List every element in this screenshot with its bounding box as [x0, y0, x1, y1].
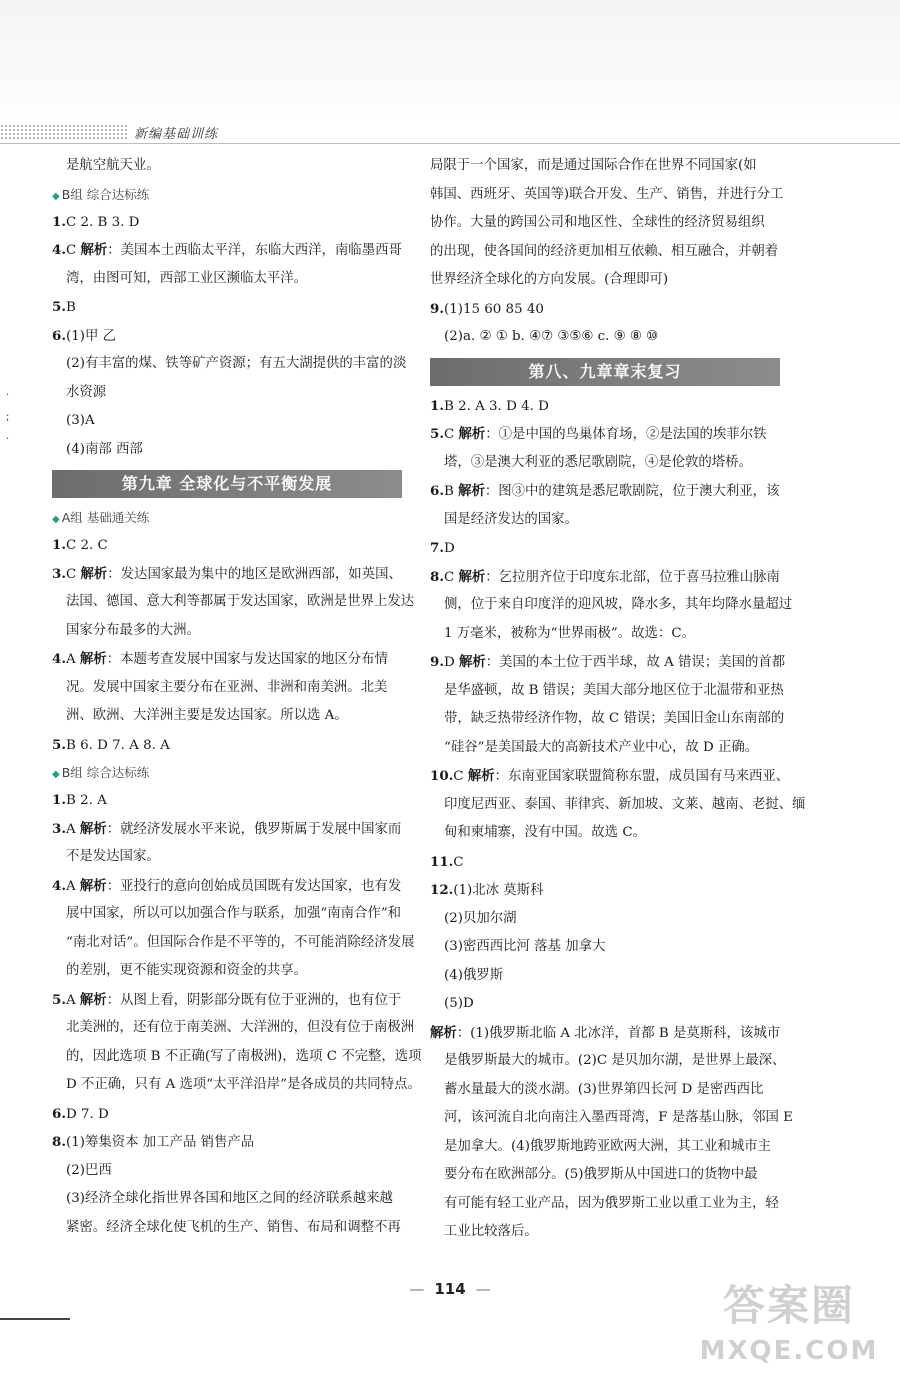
answer-line	[430, 762, 790, 791]
analysis-label: 解析	[458, 568, 486, 585]
header-dot-pattern	[0, 124, 128, 140]
answer-line	[52, 786, 412, 815]
text-line: 是加拿大。(4)俄罗斯地跨亚欧两大洲，其工业和城市主	[444, 1138, 771, 1154]
diamond-icon: ◆	[52, 769, 60, 780]
analysis-text: ：图③中的建筑是悉尼歌剧院，位于澳大利亚，该	[484, 484, 780, 499]
analysis-label: 解析	[79, 820, 107, 837]
text-line: 的，因此选项 B 不正确(写了南极洲)，选项 C 不完整，选项	[66, 1048, 422, 1064]
analysis-label: 解析	[80, 565, 108, 582]
answer-text: (1)筹集资本 加工产品 销售产品	[65, 1135, 255, 1150]
answer-text: (1)北冰 莫斯科	[453, 883, 544, 898]
analysis-label: 解析	[79, 877, 107, 894]
text-line: 局限于一个国家，而是通过国际合作在世界不同国家(如	[430, 158, 757, 173]
question-number: 1.	[52, 537, 66, 553]
answer-line	[52, 872, 412, 901]
answer-line	[52, 293, 412, 322]
question-number: 5.	[52, 991, 66, 1008]
answer-line	[430, 420, 790, 449]
text-line: 韩国、西班牙、英国等)联合开发、生产、销售，并进行分工	[430, 186, 784, 202]
text-line: (5)D	[444, 996, 474, 1011]
answer-line	[430, 848, 790, 877]
question-number: 5.	[430, 426, 444, 442]
text-line: “硅谷”是美国最大的高新技术产业中心，故 D 正确。	[444, 739, 759, 755]
question-number: 9.	[430, 300, 444, 317]
answer-text: A	[65, 821, 80, 837]
answer-line	[52, 731, 412, 760]
page-number: 114	[434, 1280, 466, 1298]
answer-line	[430, 534, 790, 563]
text-line: “南北对话”。但国际合作是不平等的，不可能消除经济发展	[66, 934, 415, 950]
question-number: 6.	[52, 1105, 66, 1122]
text-line: (3)密西西比河 落基 加拿大	[444, 939, 606, 954]
right-column	[430, 152, 806, 1247]
text-line: 法国、德国、意大利等都属于发达国家，欧洲是世界上发达	[66, 594, 415, 609]
text-line: 带，缺乏热带经济作物，故 C 错误；美国旧金山东南部的	[444, 711, 785, 726]
text-line: 的差别，更不能实现资源和资金的共享。	[66, 963, 308, 978]
answer-text: C 2. C	[65, 538, 108, 553]
answer-line	[430, 295, 790, 324]
analysis-text: ：美国本土西临太平洋，东临大西洋，南临墨西哥	[107, 243, 402, 258]
analysis-text: ：从图上看，阴影部分既有位于亚洲的，也有位于	[106, 992, 402, 1008]
answer-line	[52, 322, 412, 351]
answer-line	[52, 815, 412, 844]
answer-line	[52, 1128, 412, 1157]
answer-text: (1)甲 乙	[65, 328, 116, 344]
watermark-sub-text: MXQE.COM	[699, 1336, 879, 1366]
analysis-label: 解析	[458, 483, 485, 499]
group-heading	[52, 759, 412, 786]
question-number: 3.	[52, 820, 66, 837]
group-heading	[52, 181, 412, 208]
text-line: 紧密。经济全球化使飞机的生产、销售、布局和调整不再	[66, 1219, 401, 1235]
analysis-text: ：就经济发展水平来说，俄罗斯属于发展中国家而	[106, 821, 402, 837]
answer-text: D 7. D	[65, 1106, 109, 1122]
answer-text: C	[453, 769, 468, 784]
analysis-line	[430, 1019, 790, 1048]
answer-line	[52, 986, 412, 1015]
analysis-text: ：(1)俄罗斯北临 A 北冰洋，首都 B 是莫斯科，该城市	[456, 1025, 781, 1041]
text-line: 是航空航天业。	[66, 158, 160, 173]
answer-line	[430, 876, 790, 905]
text-line: 国家分布最多的大洲。	[66, 622, 200, 638]
chapter-heading: 第九章 全球化与不平衡发展	[52, 470, 402, 498]
analysis-text: ：本题考查发展中国家与发达国家的地区分布情	[106, 652, 388, 667]
answer-text: C	[443, 427, 459, 442]
watermark-main-text: 答案圈	[722, 1281, 855, 1330]
text-line: 世界经济全球化的方向发展。(合理即可)	[430, 272, 669, 287]
chapter-heading: 第八、九章章末复习	[430, 358, 780, 386]
question-number: 3.	[52, 565, 66, 582]
series-title: 新编基础训练	[134, 127, 219, 142]
text-line: 展中国家，所以可以加强合作与联系，加强“南南合作”和	[66, 906, 402, 921]
text-line: 协作。大量的跨国公司和地区性、全球性的经济贸易组织	[430, 215, 765, 230]
text-line: (2)贝加尔湖	[444, 910, 517, 926]
text-line: 1 万毫米，被称为“世界雨极”。故选：C。	[444, 625, 695, 641]
watermark-logo	[694, 1278, 884, 1388]
binding-margin-marks: · ; ·	[6, 390, 10, 445]
text-line: (4)南部 西部	[66, 441, 143, 457]
analysis-text: ：亚投行的意向创始成员国既有发达国家，也有发	[106, 878, 402, 894]
answer-text: (1)15 60 85 40	[443, 301, 544, 317]
analysis-text: ：发达国家最为集中的地区是欧洲西部，如英国、	[107, 566, 402, 582]
group-label: B组 综合达标练	[61, 765, 150, 780]
text-line: 洲、欧洲、大洋洲主要是发达国家。所以选 A。	[66, 708, 348, 723]
text-line: 不是发达国家。	[66, 849, 160, 864]
text-line: (2)a. ② ① b. ④⑦ ③⑤⑥ c. ⑨ ⑧ ⑩	[444, 329, 659, 344]
answer-text: C	[65, 566, 81, 582]
question-number: 5.	[52, 736, 66, 753]
text-line: 印度尼西亚、泰国、菲律宾、新加坡、文莱、越南、老挝、缅	[444, 796, 806, 812]
answer-text: C 2. B 3. D	[65, 214, 140, 230]
text-line: 塔，③是澳大利亚的悉尼歌剧院，④是伦敦的塔桥。	[444, 454, 752, 470]
analysis-label: 解析	[458, 654, 486, 670]
text-line: (4)俄罗斯	[444, 967, 504, 983]
answer-text: D	[443, 541, 455, 556]
text-line: 蓄水量最大的淡水湖。(3)世界第四长河 D 是密西西比	[444, 1081, 764, 1097]
answer-text: C	[453, 854, 464, 870]
text-line: 有可能有轻工业产品，因为俄罗斯工业以重工业为主，轻	[444, 1195, 779, 1211]
group-heading	[52, 504, 412, 531]
question-number: 12.	[430, 882, 454, 898]
answer-text: B 2. A	[65, 793, 107, 808]
header-divider	[0, 143, 900, 144]
analysis-label: 解析	[79, 651, 107, 667]
answer-text: B	[443, 484, 459, 499]
answer-line	[52, 208, 412, 237]
text-line: 的出现，使各国间的经济更加相互依赖、相互融合，并朝着	[430, 243, 779, 259]
question-number: 1.	[52, 792, 66, 808]
answer-line	[52, 645, 412, 674]
text-line: 水资源	[66, 384, 107, 400]
question-number: 9.	[430, 654, 444, 670]
diamond-icon: ◆	[52, 190, 60, 202]
answer-line	[430, 477, 790, 506]
analysis-label: 解析	[80, 242, 108, 258]
left-column	[52, 152, 422, 1242]
text-line: 是俄罗斯最大的城市。(2)C 是贝加尔湖，是世界上最深、	[444, 1053, 786, 1068]
footer-dash-left: —	[409, 1280, 425, 1298]
text-line: (3)A	[66, 413, 95, 428]
question-number: 4.	[52, 651, 66, 667]
text-line: 河，该河流自北向南注入墨西哥湾，F 是落基山脉，邻国 E	[444, 1110, 793, 1125]
text-line: 湾，由图可知，西部工业区濒临太平洋。	[66, 270, 308, 286]
answer-text: C	[443, 569, 459, 585]
answer-text: A	[65, 992, 80, 1008]
answer-text: B 2. A 3. D 4. D	[443, 398, 549, 414]
answer-text: A	[65, 878, 80, 894]
question-number: 1.	[430, 397, 444, 414]
answer-line	[52, 531, 412, 560]
text-line: 是华盛顿，故 B 错误；美国大部分地区位于北温带和亚热	[444, 682, 784, 698]
text-line: 工业比较落后。	[444, 1224, 538, 1239]
answer-line	[52, 560, 412, 589]
header-band	[0, 0, 900, 125]
group-label: A组 基础通关练	[61, 510, 150, 525]
group-label: B组 综合达标练	[61, 186, 150, 202]
question-number: 7.	[430, 540, 444, 556]
text-line: 要分布在欧洲部分。(5)俄罗斯从中国进口的货物中最	[444, 1167, 758, 1182]
question-number: 4.	[52, 242, 66, 258]
analysis-text: ：东南亚国家联盟简称东盟，成员国有马来西亚、	[494, 769, 790, 784]
text-line: (3)经济全球化指世界各国和地区之间的经济联系越来越	[66, 1191, 393, 1206]
question-number: 1.	[52, 213, 66, 230]
answer-line	[52, 236, 412, 265]
question-number: 4.	[52, 877, 66, 894]
question-number: 8.	[52, 1134, 66, 1150]
answer-line	[430, 563, 790, 592]
analysis-label: 解析	[467, 768, 495, 784]
footer-dash-right: —	[475, 1280, 491, 1298]
question-number: 6.	[52, 327, 66, 344]
text-line: (2)有丰富的煤、铁等矿产资源；有五大湖提供的丰富的淡	[66, 356, 407, 371]
footer-rule	[0, 1318, 70, 1320]
answer-text: C	[65, 243, 81, 258]
answer-line	[430, 392, 790, 421]
answer-text: B	[65, 300, 76, 315]
text-line: 国是经济发达的国家。	[444, 511, 578, 527]
analysis-label: 解析	[79, 991, 107, 1008]
text-line: 甸和柬埔寨，没有中国。故选 C。	[444, 825, 646, 840]
analysis-text: ：美国的本土位于西半球，故 A 错误；美国的首都	[485, 655, 786, 670]
diamond-icon: ◆	[52, 514, 60, 525]
answer-text: B 6. D 7. A 8. A	[65, 737, 170, 753]
question-number: 11.	[430, 853, 454, 870]
question-number: 8.	[430, 568, 444, 585]
question-number: 6.	[430, 483, 444, 499]
answer-line	[52, 1100, 412, 1129]
answer-text: D	[443, 655, 459, 670]
question-number: 5.	[52, 299, 66, 315]
text-line: (2)巴西	[66, 1162, 112, 1178]
question-number: 10.	[430, 768, 454, 784]
analysis-label: 解析	[458, 426, 486, 442]
text-line: 况。发展中国家主要分布在亚洲、非洲和南美洲。北美	[66, 679, 388, 695]
answer-line	[430, 648, 790, 677]
analysis-text: ：乞拉朋齐位于印度东北部，位于喜马拉雅山脉南	[485, 569, 780, 585]
text-line: D 不正确，只有 A 选项“太平洋沿岸”是各成员的共同特点。	[66, 1077, 421, 1092]
analysis-label: 解析	[430, 1024, 457, 1041]
text-line: 侧，位于来自印度洋的迎风坡，降水多，其年均降水量超过	[444, 597, 793, 612]
analysis-text: ：①是中国的鸟巢体育场，②是法国的埃菲尔铁	[485, 427, 767, 442]
text-line: 北美洲的，还有位于南美洲、大洋洲的，但没有位于南极洲	[66, 1020, 415, 1035]
answer-text: A	[65, 652, 80, 667]
